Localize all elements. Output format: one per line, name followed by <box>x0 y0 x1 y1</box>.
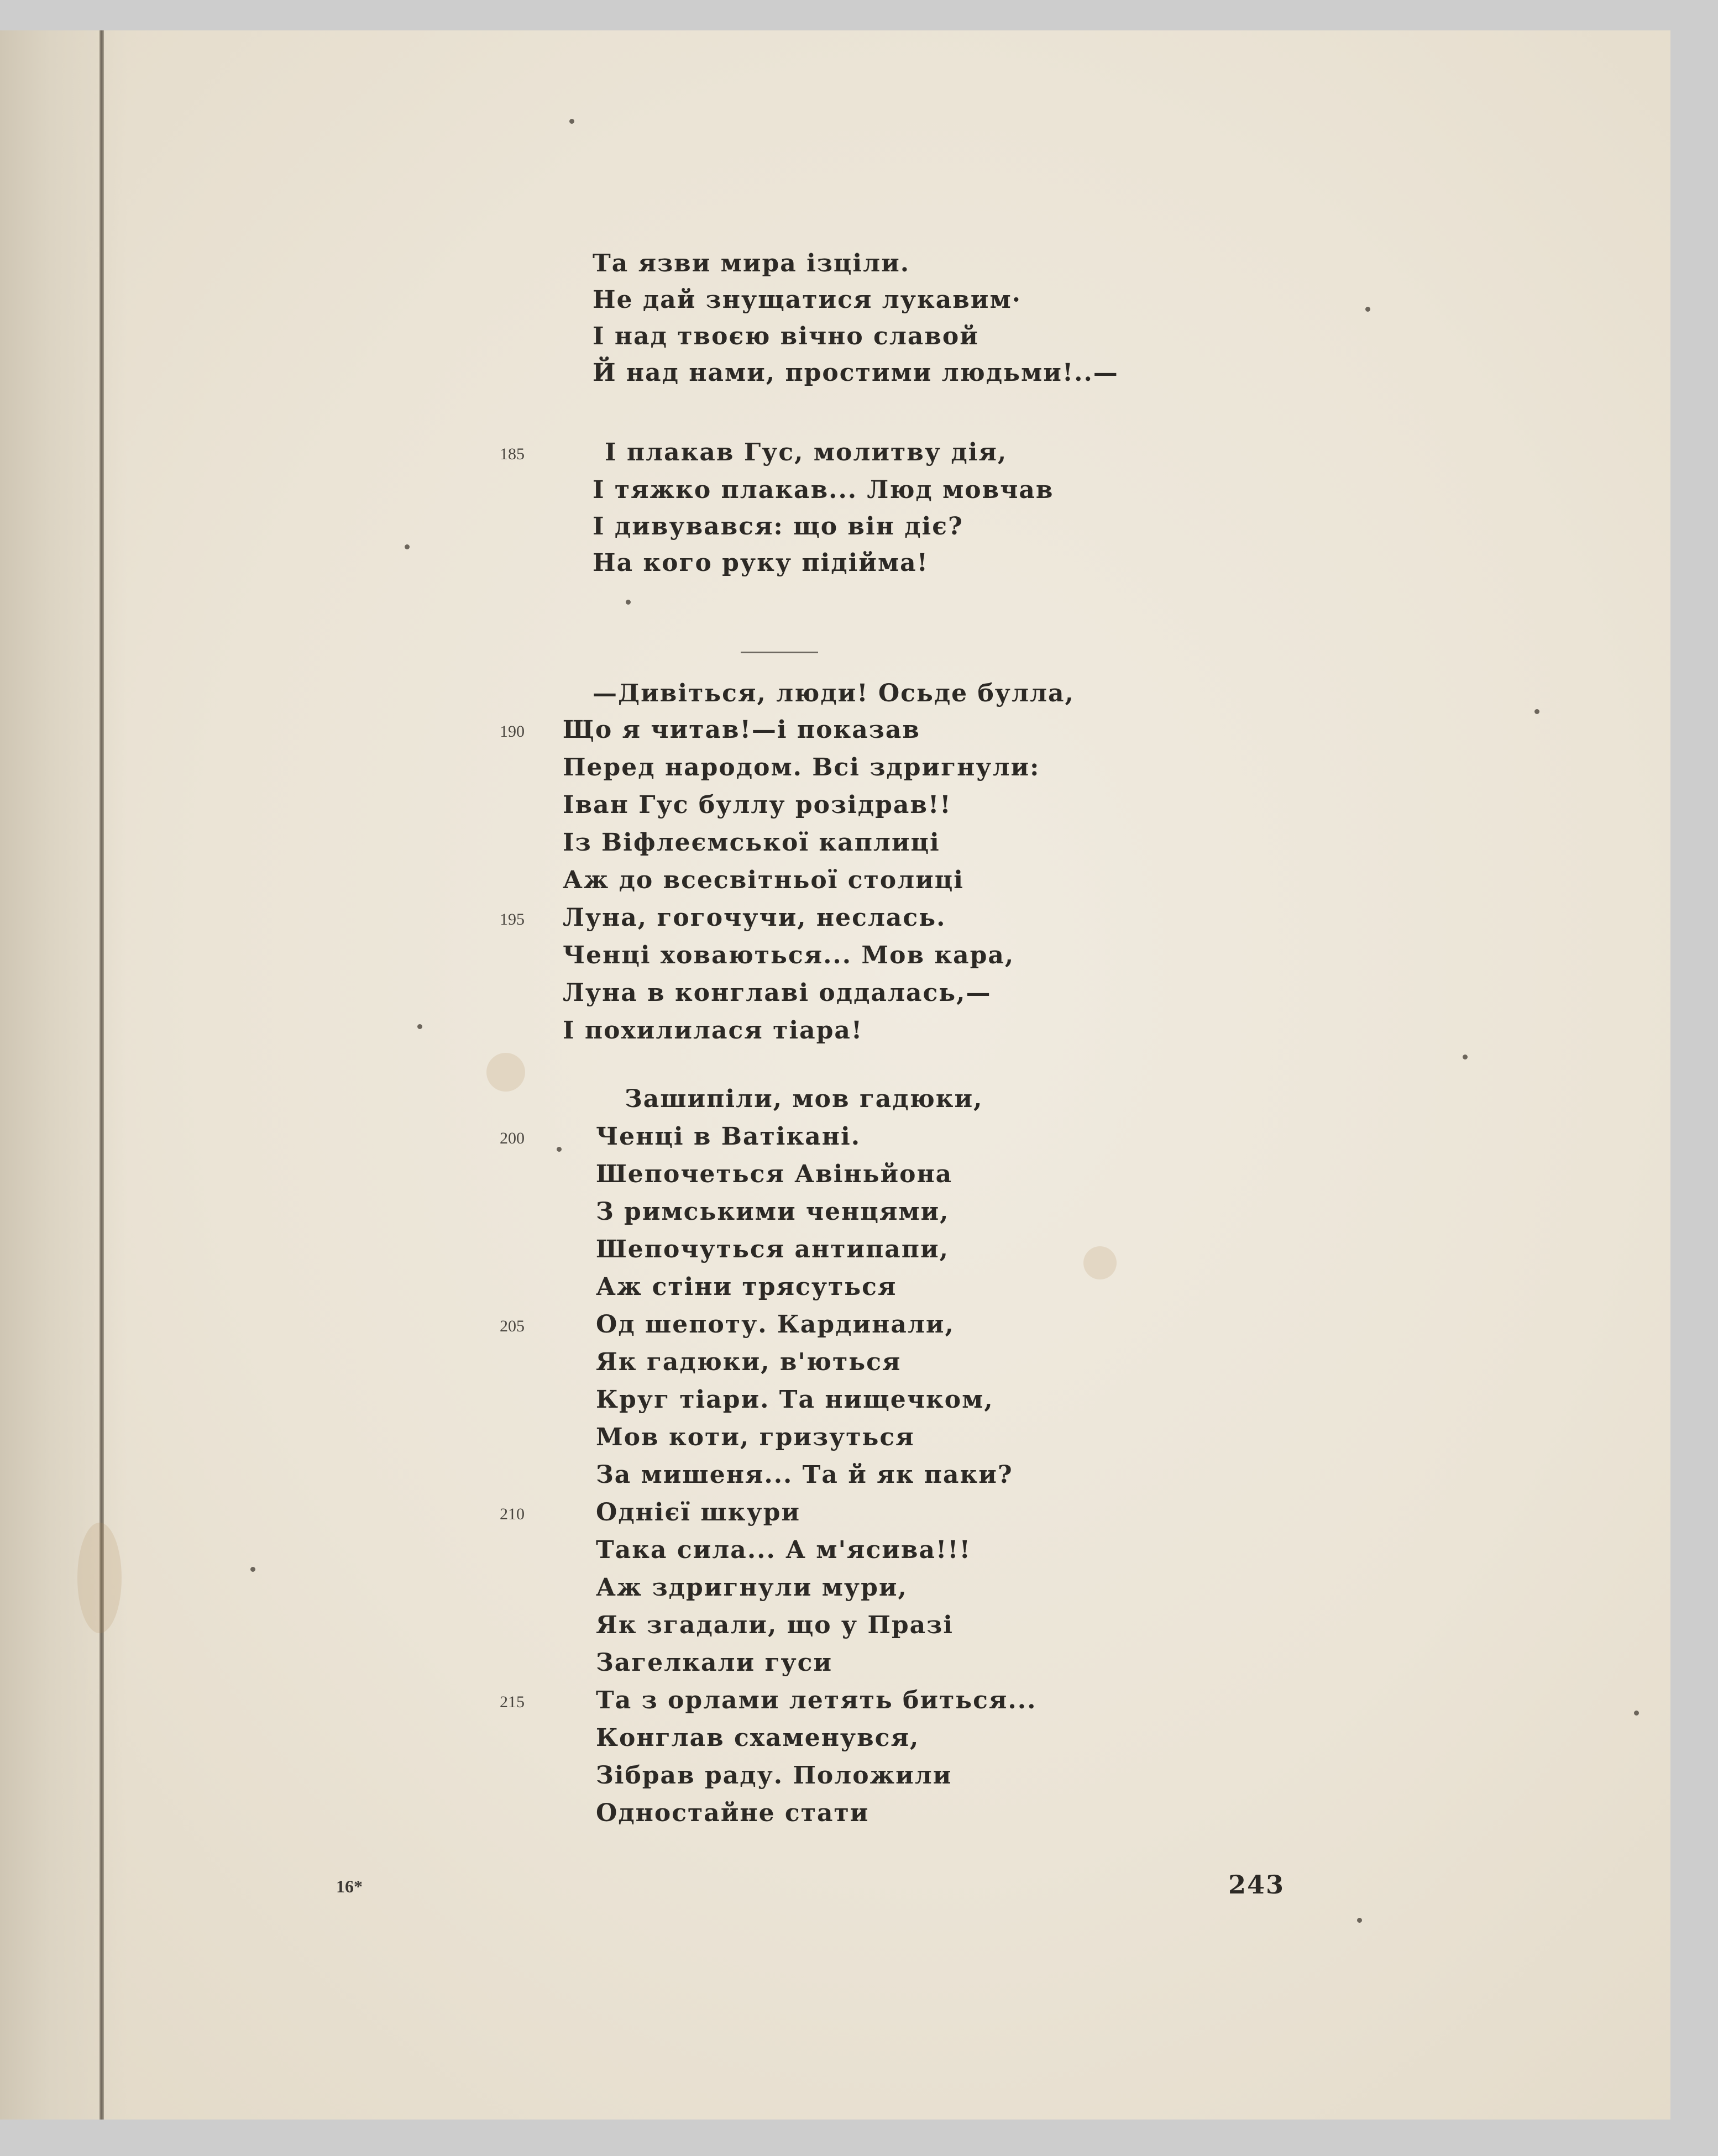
signature-mark: 16* <box>336 1876 363 1896</box>
poem-line: І над твоєю вічно славой <box>593 322 979 350</box>
poem-line: За мишеня... Та й як паки? <box>596 1461 1013 1489</box>
poem-line: Що я читав!—і показав <box>563 716 920 744</box>
line-number: 185 <box>500 445 525 463</box>
line-number: 195 <box>500 910 525 929</box>
poem-line: Як гадюки, в'ються <box>596 1348 902 1376</box>
poem-line: Круг тіари. Та нищечком, <box>596 1386 994 1414</box>
poem-line: І тяжко плакав... Люд мовчав <box>593 476 1054 504</box>
poem-line: З римськими ченцями, <box>596 1198 950 1226</box>
poem-line: Іван Гус буллу розідрав!! <box>563 791 952 819</box>
poem-line: Одностайне стати <box>596 1799 870 1827</box>
poem-line: Однієї шкури <box>596 1498 801 1526</box>
line-number: 190 <box>500 722 525 741</box>
book-page <box>0 30 1670 2120</box>
poem-text <box>0 30 1670 2120</box>
poem-line: Ченці в Ватікані. <box>596 1122 861 1151</box>
line-number: 210 <box>500 1505 525 1523</box>
poem-line: Та язви мира ізціли. <box>593 249 910 277</box>
line-number: 205 <box>500 1317 525 1335</box>
line-number: 200 <box>500 1129 525 1147</box>
section-divider <box>741 652 818 653</box>
poem-line: І дивувався: що він діє? <box>593 512 963 541</box>
poem-line: Конглав схаменувся, <box>596 1724 920 1752</box>
page-number: 243 <box>1228 1870 1285 1900</box>
poem-line: Аж здригнули мури, <box>596 1573 908 1602</box>
poem-line: Та з орлами летять биться... <box>596 1686 1037 1714</box>
poem-line: Зібрав раду. Положили <box>596 1761 952 1790</box>
line-number: 215 <box>500 1693 525 1711</box>
poem-line: Од шепоту. Кардинали, <box>596 1310 955 1339</box>
poem-line: Мов коти, гризуться <box>596 1423 915 1451</box>
poem-line: Луна в конглаві оддалась,— <box>563 979 992 1007</box>
poem-line: На кого руку підійма! <box>593 549 929 577</box>
poem-line: Шепочуться антипапи, <box>596 1235 949 1263</box>
poem-line: Зашипіли, мов гадюки, <box>625 1085 983 1113</box>
poem-line: —Дивіться, люди! Осьде булла, <box>593 679 1075 707</box>
poem-line: Луна, гогочучи, неслась. <box>563 904 946 932</box>
poem-line: Шепочеться Авіньйона <box>596 1160 953 1188</box>
poem-line: Як згадали, що у Празі <box>596 1611 954 1639</box>
poem-line: Не дай знущатися лукавим· <box>593 286 1022 314</box>
poem-line: Аж до всесвітньої столиці <box>563 866 965 894</box>
poem-line: Така сила... А м'ясива!!! <box>596 1536 971 1564</box>
poem-line: Аж стіни трясуться <box>596 1273 897 1301</box>
poem-line: Загелкали гуси <box>596 1649 833 1677</box>
poem-line: Перед народом. Всі здригнули: <box>563 753 1040 781</box>
poem-line: Із Віфлеємської каплиці <box>563 828 940 857</box>
poem-line: Й над нами, простими людьми!..— <box>593 359 1119 387</box>
poem-line: І похилилася тіара! <box>563 1016 863 1045</box>
poem-line: І плакав Гус, молитву дія, <box>605 438 1008 466</box>
poem-line: Ченці ховаються... Мов кара, <box>563 941 1015 969</box>
